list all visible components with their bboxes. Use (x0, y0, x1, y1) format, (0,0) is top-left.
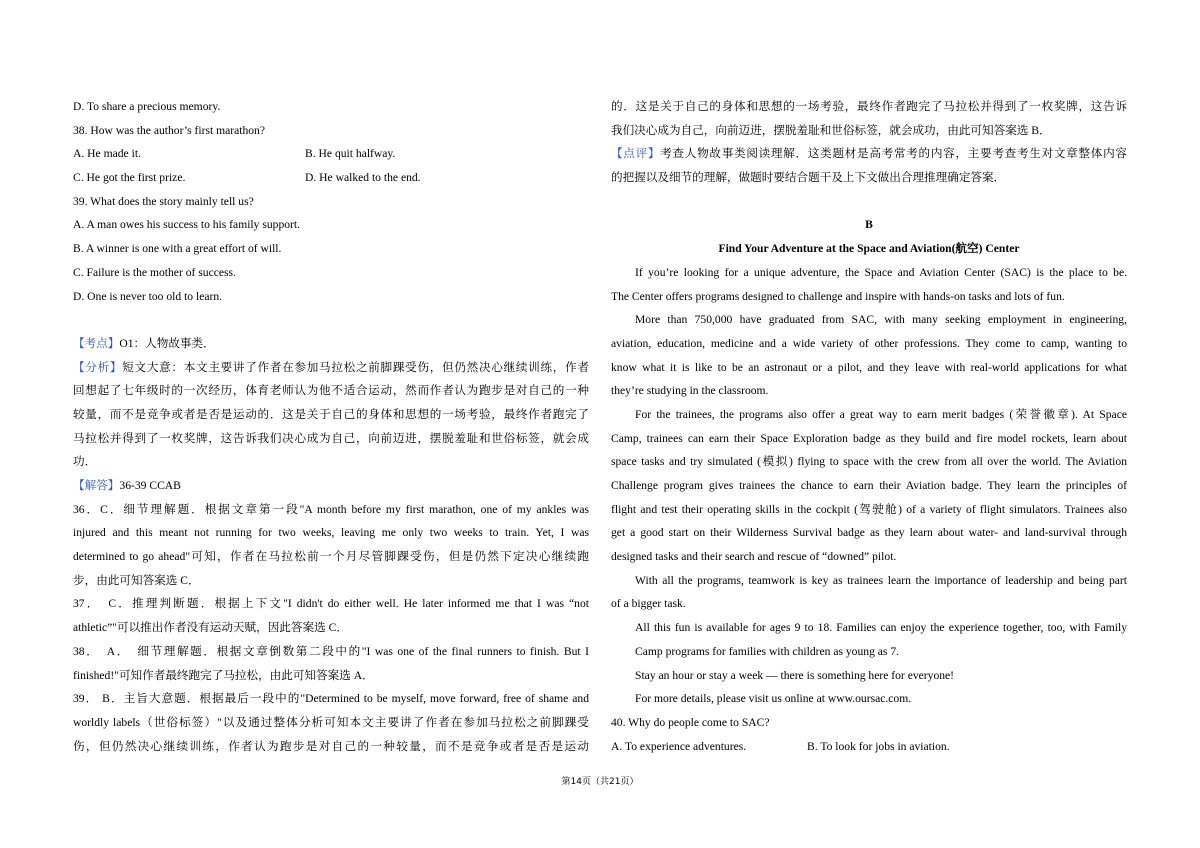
dianping-line-1 (611, 142, 1127, 166)
question-40: 40. Why do people come to SAC? (611, 715, 770, 729)
answer-38-line-1: 38． A． 细节理解题．根据文章倒数第二段中的"I was one of the final runners to finish. But I (73, 644, 589, 658)
q38-options-cd (73, 166, 589, 190)
paragraph-7: For more details, please visit us online at www.oursac.com. (635, 692, 912, 706)
paragraph-4-line-2: of a bigger task. (611, 597, 686, 611)
q38-option-a: A. He made it. (73, 147, 141, 161)
continuation-line-2: 我们决心成为自己，向前迈进，摆脱羞耻和世俗标签，就会成功，由此可知答案选 B． (611, 123, 1051, 137)
answer-36-line-4: 步，由此可知答案选 C． (73, 573, 200, 587)
answer-36-line-1: 36．C．细节理解题．根据文章第一段"A month before my first marathon, one of my ankles was (73, 502, 589, 516)
paragraph-3-line-4: Challenge program gives trainees the chance to earn their Aviation badge. They learn the principles of (611, 479, 1127, 492)
q39-option-a: A. A man owes his success to his family support. (73, 218, 301, 232)
jieda-tag: 【解答】 (73, 479, 120, 492)
answer-36-line-3: determined to go ahead"可知，作者在马拉松前一个月尽管脚踝受伤，但是仍然下定决心继续跑 (73, 550, 589, 564)
fenxi-line-5: 功． (73, 455, 97, 469)
section-label: B (865, 218, 873, 232)
dianping-line-2: 的把握以及细节的理解，做题时要结合题干及上下文做出合理推理确定答案． (611, 171, 1006, 185)
q39-option-b: B. A winner is one with a great effort of will. (73, 242, 282, 256)
q37-option-d: D. To share a precious memory. (73, 100, 221, 113)
paragraph-3-line-5: flight and test their operating skills in the cockpit (驾驶舱) of a variety of flight simulators. Trainees also (611, 502, 1127, 516)
paragraph-3-line-3: space tasks and try simulated (模拟) flying to space with the crew from all over the world. The Aviation (611, 455, 1127, 469)
answer-38-line-2: finished!"可知作者最终跑完了马拉松，由此可知答案选 A． (73, 668, 374, 682)
q40-options-ab (611, 735, 1127, 759)
paragraph-2-line-1: More than 750,000 have graduated from SAC, with many seeking employment in engineering, (635, 313, 1127, 327)
paragraph-2-line-3: know what it is like to be an astronaut or a pilot, and they leave with real-world applications for what (611, 360, 1127, 374)
paragraph-2-line-2: aviation, education, medicine and a wide variety of other professions. They come to camp, wanting to (611, 336, 1127, 350)
continuation-line-1: 的．这是关于自己的身体和思想的一场考验，最终作者跑完了马拉松并得到了一枚奖牌，这告诉 (611, 100, 1127, 113)
right-column (611, 95, 1127, 758)
fenxi-line-1 (73, 356, 589, 380)
jieda-text: 36-39 CCAB (119, 479, 181, 492)
fenxi-line-4: 马拉松并得到了一枚奖牌，这告诉我们决心成为自己，向前迈进，摆脱羞耻和世俗标签，就会成 (73, 431, 589, 445)
fenxi-text-1: 短文大意：本文主要讲了作者在参加马拉松之前脚踝受伤，但仍然决心继续训练，作者 (122, 360, 589, 374)
dianping-text-1: 考查人物故事类阅读理解．这类题材是高考常考的内容，主要考查考生对文章整体内容 (660, 147, 1127, 161)
paragraph-3-line-7: designed tasks and their search and rescue of “downed” pilot. (611, 550, 897, 564)
answer-39-line-3: 伤，但仍然决心继续训练，作者认为跑步是对自己的一种较量，而不是竞争或者是否是运动 (73, 739, 589, 753)
kaodian-line (73, 332, 589, 356)
paragraph-1-line-2: The Center offers programs designed to challenge and inspire with hands-on tasks and lots of fun. (611, 289, 1065, 303)
spacer (611, 190, 1127, 214)
q38-option-b: B. He quit halfway. (305, 147, 396, 161)
answer-37-line-2: athletic”"可以推出作者没有运动天赋，因此答案选 C． (73, 621, 348, 635)
left-column (73, 95, 589, 758)
paragraph-3-line-1: For the trainees, the programs also offer a great way to earn merit badges (荣誉徽章). At Space (635, 407, 1127, 421)
paragraph-5-line-1: All this fun is available for ages 9 to 18. Families can enjoy the experience together, too, with Family (635, 621, 1127, 635)
q40-option-a: A. To experience adventures. (611, 739, 747, 753)
q40-option-b: B. To look for jobs in aviation. (807, 739, 950, 753)
kaodian-tag: 【考点】 (73, 336, 120, 350)
answer-36-line-2: injured and this meant not running for two weeks, leaving me only two weeks to train. Yet, I was (73, 526, 589, 540)
kaodian-text: O1：人物故事类． (119, 336, 215, 350)
q38-option-c: C. He got the first prize. (73, 171, 186, 185)
answer-39-line-2: worldly labels（世俗标签）"以及通过整体分析可知本文主要讲了作者在参加马拉松之前脚踝受 (73, 715, 589, 729)
fenxi-line-2: 回想起了七年级时的一次经历，体育老师认为他不适合运动，然而作者认为跑步是对自己的一种 (73, 384, 589, 398)
paragraph-1-line-1: If you’re looking for a unique adventure, the Space and Aviation Center (SAC) is the place to be. (635, 265, 1127, 279)
page-footer: 第14页（共21页） (561, 777, 639, 787)
paragraph-2-line-4: they’re studying in the classroom. (611, 384, 769, 398)
q39-option-c: C. Failure is the mother of success. (73, 265, 236, 279)
question-39: 39. What does the story mainly tell us? (73, 194, 254, 208)
paragraph-6: Stay an hour or stay a week — there is something here for everyone! (635, 668, 955, 682)
passage-title: Find Your Adventure at the Space and Aviation(航空) Center (718, 242, 1020, 256)
answer-39-line-1: 39． B．主旨大意题．根据最后一段中的"Determined to be myself, move forward, free of shame and (73, 692, 589, 706)
paragraph-4-line-1: With all the programs, teamwork is key as trainees learn the importance of leadership and being part (635, 573, 1127, 587)
jieda-line (73, 474, 589, 498)
question-38: 38. How was the author’s first marathon? (73, 123, 266, 137)
paragraph-5-line-2: Camp programs for families with children as young as 7. (635, 644, 900, 658)
q39-option-d: D. One is never too old to learn. (73, 289, 223, 303)
paragraph-3-line-6: get a good start on their Wilderness Survival badge as they learn about water- and land-survival through (611, 526, 1127, 540)
answer-37-line-1: 37． C．推理判断题．根据上下文"I didn't do either well. He later informed me that I was “not (73, 597, 589, 611)
fenxi-line-3: 较量，而不是竞争或者是否是运动的．这是关于自己的身体和思想的一场考验，最终作者跑完了 (73, 407, 589, 421)
spacer (73, 308, 589, 332)
q38-options-ab (73, 142, 589, 166)
fenxi-tag: 【分析】 (73, 360, 123, 374)
dianping-tag: 【点评】 (611, 147, 661, 161)
q38-option-d: D. He walked to the end. (305, 171, 421, 185)
paragraph-3-line-2: Camp, trainees can earn their Space Exploration badge as they build and fire model rockets, learn about (611, 431, 1127, 445)
